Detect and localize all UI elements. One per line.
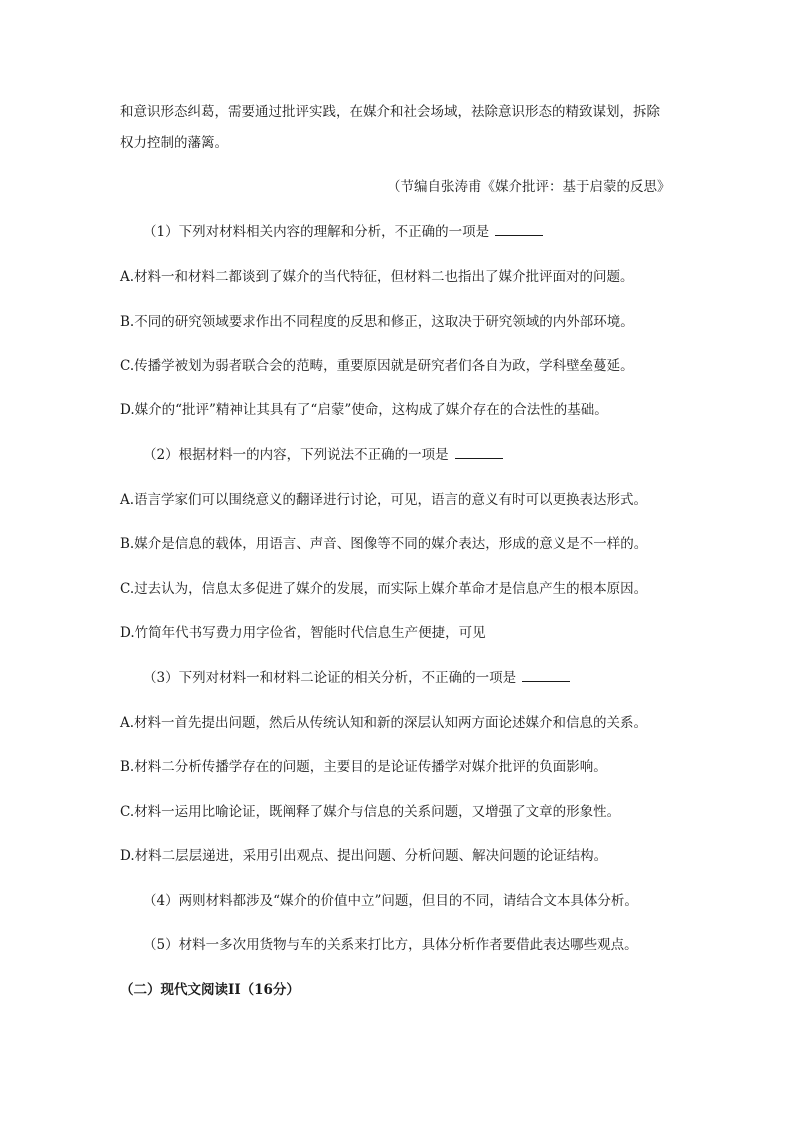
question-4-stem: （4）两则材料都涉及“媒介的价值中立”问题，但目的不同，请结合文本具体分析。 bbox=[143, 893, 638, 909]
answer-blank-2 bbox=[455, 446, 503, 459]
passage-line-1: 和意识形态纠葛，需要通过批评实践，在媒介和社会场域，祛除意识形态的精致谋划，拆除 bbox=[120, 104, 660, 120]
question-1-stem bbox=[143, 223, 543, 241]
passage-source: （节编自张涛甫《媒介批评：基于启蒙的反思》 bbox=[387, 179, 671, 195]
question-2-option-d: D.竹简年代书写费力用字俭省，智能时代信息生产便捷，可见 bbox=[120, 625, 486, 641]
section-heading: （二）现代文阅读II（16分） bbox=[120, 982, 300, 998]
question-2-option-b: B.媒介是信息的载体，用语言、声音、图像等不同的媒介表达，形成的意义是不一样的。 bbox=[120, 536, 648, 552]
question-3-option-a: A.材料一首先提出问题，然后从传统认知和新的深层认知两方面论述媒介和信息的关系。 bbox=[120, 715, 648, 731]
question-2-option-c: C.过去认为，信息太多促进了媒介的发展，而实际上媒介革命才是信息产生的根本原因。 bbox=[120, 581, 648, 597]
question-3-stem bbox=[143, 669, 570, 687]
question-2-option-a: A.语言学家们可以围绕意义的翻译进行讨论，可见，语言的意义有时可以更换表达形式。 bbox=[120, 492, 648, 508]
question-1-option-d: D.媒介的“批评”精神让其具有了“启蒙”使命，这构成了媒介存在的合法性的基础。 bbox=[120, 402, 608, 418]
passage-line-2: 权力控制的藩篱。 bbox=[120, 135, 228, 151]
answer-blank-3 bbox=[522, 669, 570, 682]
question-1-option-c: C.传播学被划为弱者联合会的范畴，重要原因就是研究者们各自为政，学科壁垒蔓延。 bbox=[120, 358, 634, 374]
question-3-option-d: D.材料二层层递进，采用引出观点、提出问题、分析问题、解决问题的论证结构。 bbox=[120, 848, 608, 864]
question-1-option-b: B.不同的研究领域要求作出不同程度的反思和修正，这取决于研究领域的内外部环境。 bbox=[120, 314, 634, 330]
question-1-option-a: A.材料一和材料二都谈到了媒介的当代特征，但材料二也指出了媒介批评面对的问题。 bbox=[120, 269, 634, 285]
question-5-stem: （5）材料一多次用货物与车的关系来打比方，具体分析作者要借此表达哪些观点。 bbox=[143, 937, 638, 953]
question-2-stem bbox=[143, 446, 503, 464]
question-1-text: （1）下列对材料相关内容的理解和分析，不正确的一项是 bbox=[143, 224, 490, 240]
question-3-text: （3）下列对材料一和材料二论证的相关分析，不正确的一项是 bbox=[143, 670, 517, 686]
question-3-option-b: B.材料二分析传播学存在的问题，主要目的是论证传播学对媒介批评的负面影响。 bbox=[120, 759, 607, 775]
question-3-option-c: C.材料一运用比喻论证，既阐释了媒介与信息的关系问题，又增强了文章的形象性。 bbox=[120, 804, 621, 820]
answer-blank-1 bbox=[495, 223, 543, 236]
question-2-text: （2）根据材料一的内容，下列说法不正确的一项是 bbox=[143, 447, 449, 463]
